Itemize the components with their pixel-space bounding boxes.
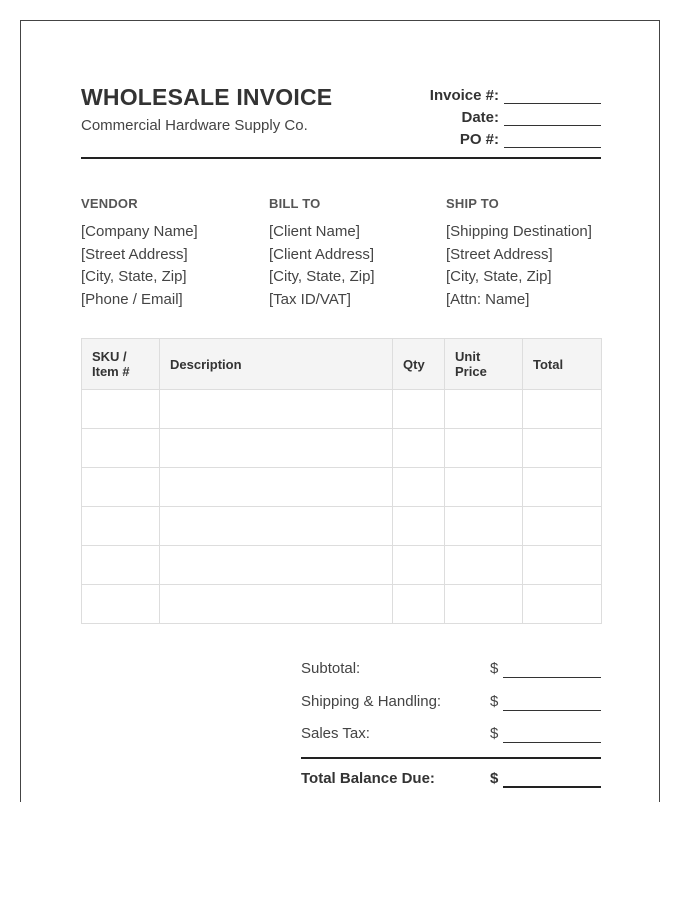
total-cell[interactable] bbox=[523, 429, 602, 468]
totals-block bbox=[301, 660, 601, 758]
sku-cell[interactable] bbox=[82, 585, 160, 624]
sku-cell[interactable] bbox=[82, 546, 160, 585]
subtotal-label: Subtotal: bbox=[301, 660, 361, 677]
company-name: Commercial Hardware Supply Co. bbox=[81, 117, 308, 134]
line-items-table bbox=[81, 338, 602, 624]
po-label: PO #: bbox=[459, 131, 499, 148]
invoice-number-row bbox=[361, 82, 601, 104]
total-cell[interactable] bbox=[523, 546, 602, 585]
tax-field[interactable] bbox=[503, 742, 601, 743]
bill-to-line: [City, State, Zip] bbox=[269, 268, 375, 285]
unit-price-header bbox=[445, 339, 523, 390]
description-header: Description bbox=[160, 339, 393, 390]
sku-header-line1: SKU / bbox=[92, 349, 127, 364]
total-cell[interactable] bbox=[523, 507, 602, 546]
balance-due-row bbox=[301, 770, 601, 792]
unit-price-cell[interactable] bbox=[445, 546, 523, 585]
ship-to-line: [Shipping Destination] bbox=[446, 223, 592, 240]
balance-due-field[interactable] bbox=[503, 786, 601, 788]
sku-cell[interactable] bbox=[82, 507, 160, 546]
header-divider bbox=[81, 157, 601, 159]
tax-label: Sales Tax: bbox=[301, 725, 370, 742]
balance-due-currency: $ bbox=[490, 770, 499, 787]
vendor-line: [City, State, Zip] bbox=[81, 268, 187, 285]
unit-price-cell[interactable] bbox=[445, 507, 523, 546]
description-cell[interactable] bbox=[160, 429, 393, 468]
subtotal-currency: $ bbox=[490, 660, 499, 677]
ship-to-heading: SHIP TO bbox=[446, 196, 499, 211]
description-cell[interactable] bbox=[160, 546, 393, 585]
sku-header bbox=[82, 339, 160, 390]
subtotal-field[interactable] bbox=[503, 677, 601, 678]
sku-cell[interactable] bbox=[82, 468, 160, 507]
shipping-currency: $ bbox=[490, 692, 499, 710]
bill-to-heading: BILL TO bbox=[269, 196, 321, 211]
sku-cell[interactable] bbox=[82, 390, 160, 429]
unit-price-cell[interactable] bbox=[445, 429, 523, 468]
table-row bbox=[82, 507, 602, 546]
invoice-number-label: Invoice #: bbox=[429, 87, 499, 104]
table-row bbox=[82, 429, 602, 468]
description-cell[interactable] bbox=[160, 390, 393, 429]
invoice-number-field[interactable] bbox=[504, 89, 601, 104]
qty-cell[interactable] bbox=[393, 429, 445, 468]
unit-price-header-line1: Unit bbox=[455, 349, 481, 364]
sku-header-line2: Item # bbox=[92, 364, 130, 379]
vendor-block bbox=[81, 196, 198, 311]
balance-due-label: Total Balance Due: bbox=[301, 770, 435, 787]
subtotal-row bbox=[301, 660, 601, 693]
vendor-heading: VENDOR bbox=[81, 196, 138, 211]
total-header: Total bbox=[523, 339, 602, 390]
vendor-line: [Street Address] bbox=[81, 245, 188, 263]
description-cell[interactable] bbox=[160, 585, 393, 624]
total-cell[interactable] bbox=[523, 390, 602, 429]
totals-divider bbox=[301, 757, 601, 759]
bill-to-block bbox=[269, 196, 375, 311]
ship-to-line: [Attn: Name] bbox=[446, 290, 530, 308]
table-row bbox=[82, 390, 602, 429]
po-row bbox=[361, 126, 601, 148]
qty-cell[interactable] bbox=[393, 546, 445, 585]
description-cell[interactable] bbox=[160, 507, 393, 546]
table-row bbox=[82, 585, 602, 624]
invoice-title: WHOLESALE INVOICE bbox=[81, 84, 333, 110]
unit-price-cell[interactable] bbox=[445, 468, 523, 507]
total-cell[interactable] bbox=[523, 585, 602, 624]
date-label: Date: bbox=[461, 109, 499, 126]
unit-price-header-line2: Price bbox=[455, 364, 487, 379]
bill-to-line: [Client Address] bbox=[269, 245, 375, 263]
vendor-line: [Phone / Email] bbox=[81, 290, 183, 308]
ship-to-line: [Street Address] bbox=[446, 245, 553, 263]
date-field[interactable] bbox=[504, 111, 601, 126]
qty-cell[interactable] bbox=[393, 507, 445, 546]
vendor-line: [Company Name] bbox=[81, 223, 198, 240]
table-header-row bbox=[82, 339, 602, 390]
bill-to-line: [Client Name] bbox=[269, 223, 360, 240]
date-row bbox=[361, 104, 601, 126]
invoice-meta bbox=[361, 82, 601, 148]
qty-cell[interactable] bbox=[393, 468, 445, 507]
unit-price-cell[interactable] bbox=[445, 390, 523, 429]
ship-to-line: [City, State, Zip] bbox=[446, 268, 552, 285]
total-cell[interactable] bbox=[523, 468, 602, 507]
shipping-field[interactable] bbox=[503, 710, 601, 711]
tax-row bbox=[301, 725, 601, 758]
shipping-row bbox=[301, 693, 601, 726]
ship-to-block bbox=[446, 196, 592, 311]
qty-header: Qty bbox=[393, 339, 445, 390]
po-field[interactable] bbox=[504, 133, 601, 148]
unit-price-cell[interactable] bbox=[445, 585, 523, 624]
qty-cell[interactable] bbox=[393, 585, 445, 624]
table-row bbox=[82, 468, 602, 507]
shipping-label: Shipping & Handling: bbox=[301, 692, 442, 710]
description-cell[interactable] bbox=[160, 468, 393, 507]
sku-cell[interactable] bbox=[82, 429, 160, 468]
table-row bbox=[82, 546, 602, 585]
qty-cell[interactable] bbox=[393, 390, 445, 429]
tax-currency: $ bbox=[490, 725, 499, 742]
bill-to-line: [Tax ID/VAT] bbox=[269, 290, 351, 308]
